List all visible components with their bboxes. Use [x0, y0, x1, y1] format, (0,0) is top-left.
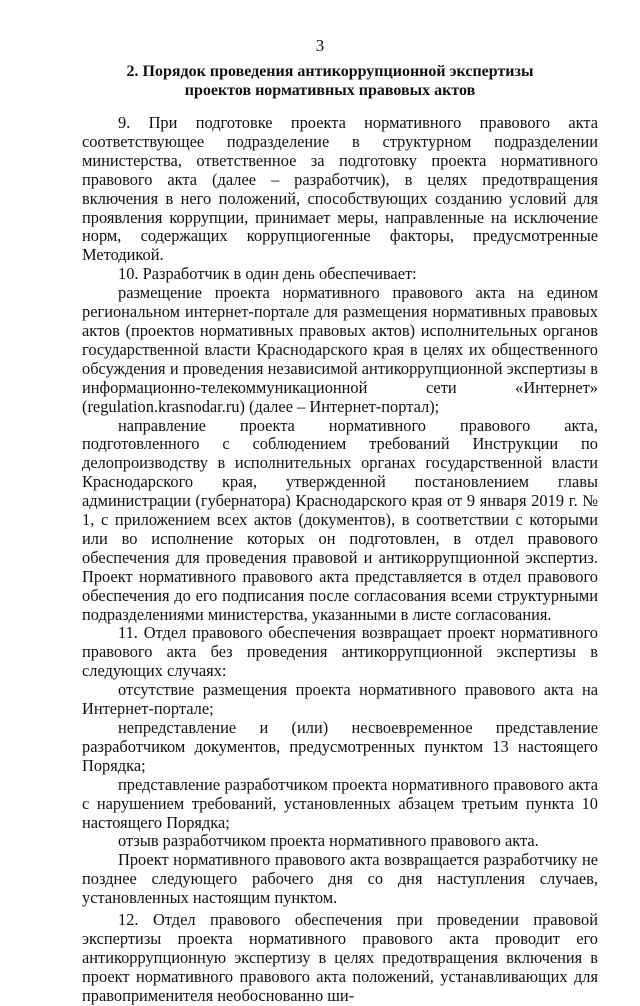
paragraph-10-item-submission: направление проекта нормативного правового акта, подготовленного с соблюдением требований Инструкции по делопроизводству в исполнительных органах государственной власти Краснодарского края, утвержденной постановлением главы администрации (губернатора) Краснодарского края от 9 января 2019 г. № 1, с приложением всех актов (документов), в соответствии с которыми или во исполнение которых он подготовлен, в отдел правового обеспечения для проведения правовой и антикоррупционной экспертиз. Проект нормативного правового акта представляется в отдел правового обеспечения до его подписания после согласования всеми структурными подразделениями министерства, указанными в листе согласования.: [82, 415, 598, 624]
document-body: [82, 114, 598, 1006]
paragraph-11-item-portal: отсутствие размещения проекта нормативного правового акта на Интернет-портале;: [82, 680, 598, 719]
paragraph-12: 12. Отдел правового обеспечения при проведении правовой экспертизы проекта нормативного правового акта проводит его антикоррупционную экспертизу в целях предотвращения включения в проект нормативного правового акта положений, устанавливающих для правоприменителя необоснованно ши-: [82, 910, 598, 1005]
paragraph-11-return: Проект нормативного правового акта возвращается разработчику не позднее следующего рабочего дня со дня наступления случаев, установленных настоящим пунктом.: [82, 850, 598, 908]
paragraph-11-item-withdrawal: отзыв разработчиком проекта нормативного правового акта.: [118, 831, 539, 851]
paragraph-11-item-requirements: представление разработчиком проекта нормативного правового акта с нарушением требований, установленных абзацем третьим пункта 10 настоящего Порядка;: [82, 774, 598, 832]
paragraph-9: 9. При подготовке проекта нормативного правового акта соответствующее подразделение в структурном подразделении министерства, ответственное за подготовку проекта нормативного правового акта (далее – разработчик), в целях предотвращения включения в него положений, способствующих созданию условий для проявления коррупции, принимает меры, направленные на исключение норм, содержащих коррупциогенные факторы, предусмотренные Методикой.: [82, 113, 598, 265]
paragraph-10: 10. Разработчик в один день обеспечивает:: [118, 264, 417, 284]
section-heading-line-2: проектов нормативных правовых актов: [184, 82, 476, 99]
paragraph-11: 11. Отдел правового обеспечения возвращает проект нормативного правового акта без проведения антикоррупционной экспертизы в следующих случаях:: [82, 623, 598, 681]
paragraph-10-item-portal: размещение проекта нормативного правового акта на едином региональном интернет-портале для размещения нормативных правовых актов (проектов нормативных правовых актов) исполнительных органов государственной власти Краснодарского края в целях их общественного обсуждения и проведения независимой антикоррупционной экспертизы в информационно-телекоммуникационной сети «Интернет» (regulation.krasnodar.ru) (далее – Интернет-портал);: [82, 283, 598, 416]
section-heading: [80, 62, 580, 100]
paragraph-11-item-documents: непредставление и (или) несвоевременное представление разработчиком документов, предусмотренных пунктом 13 настоящего Порядка;: [82, 718, 598, 775]
section-heading-line-1: 2. Порядок проведения антикоррупционной экспертизы: [126, 63, 534, 80]
page-number: 3: [315, 36, 325, 55]
